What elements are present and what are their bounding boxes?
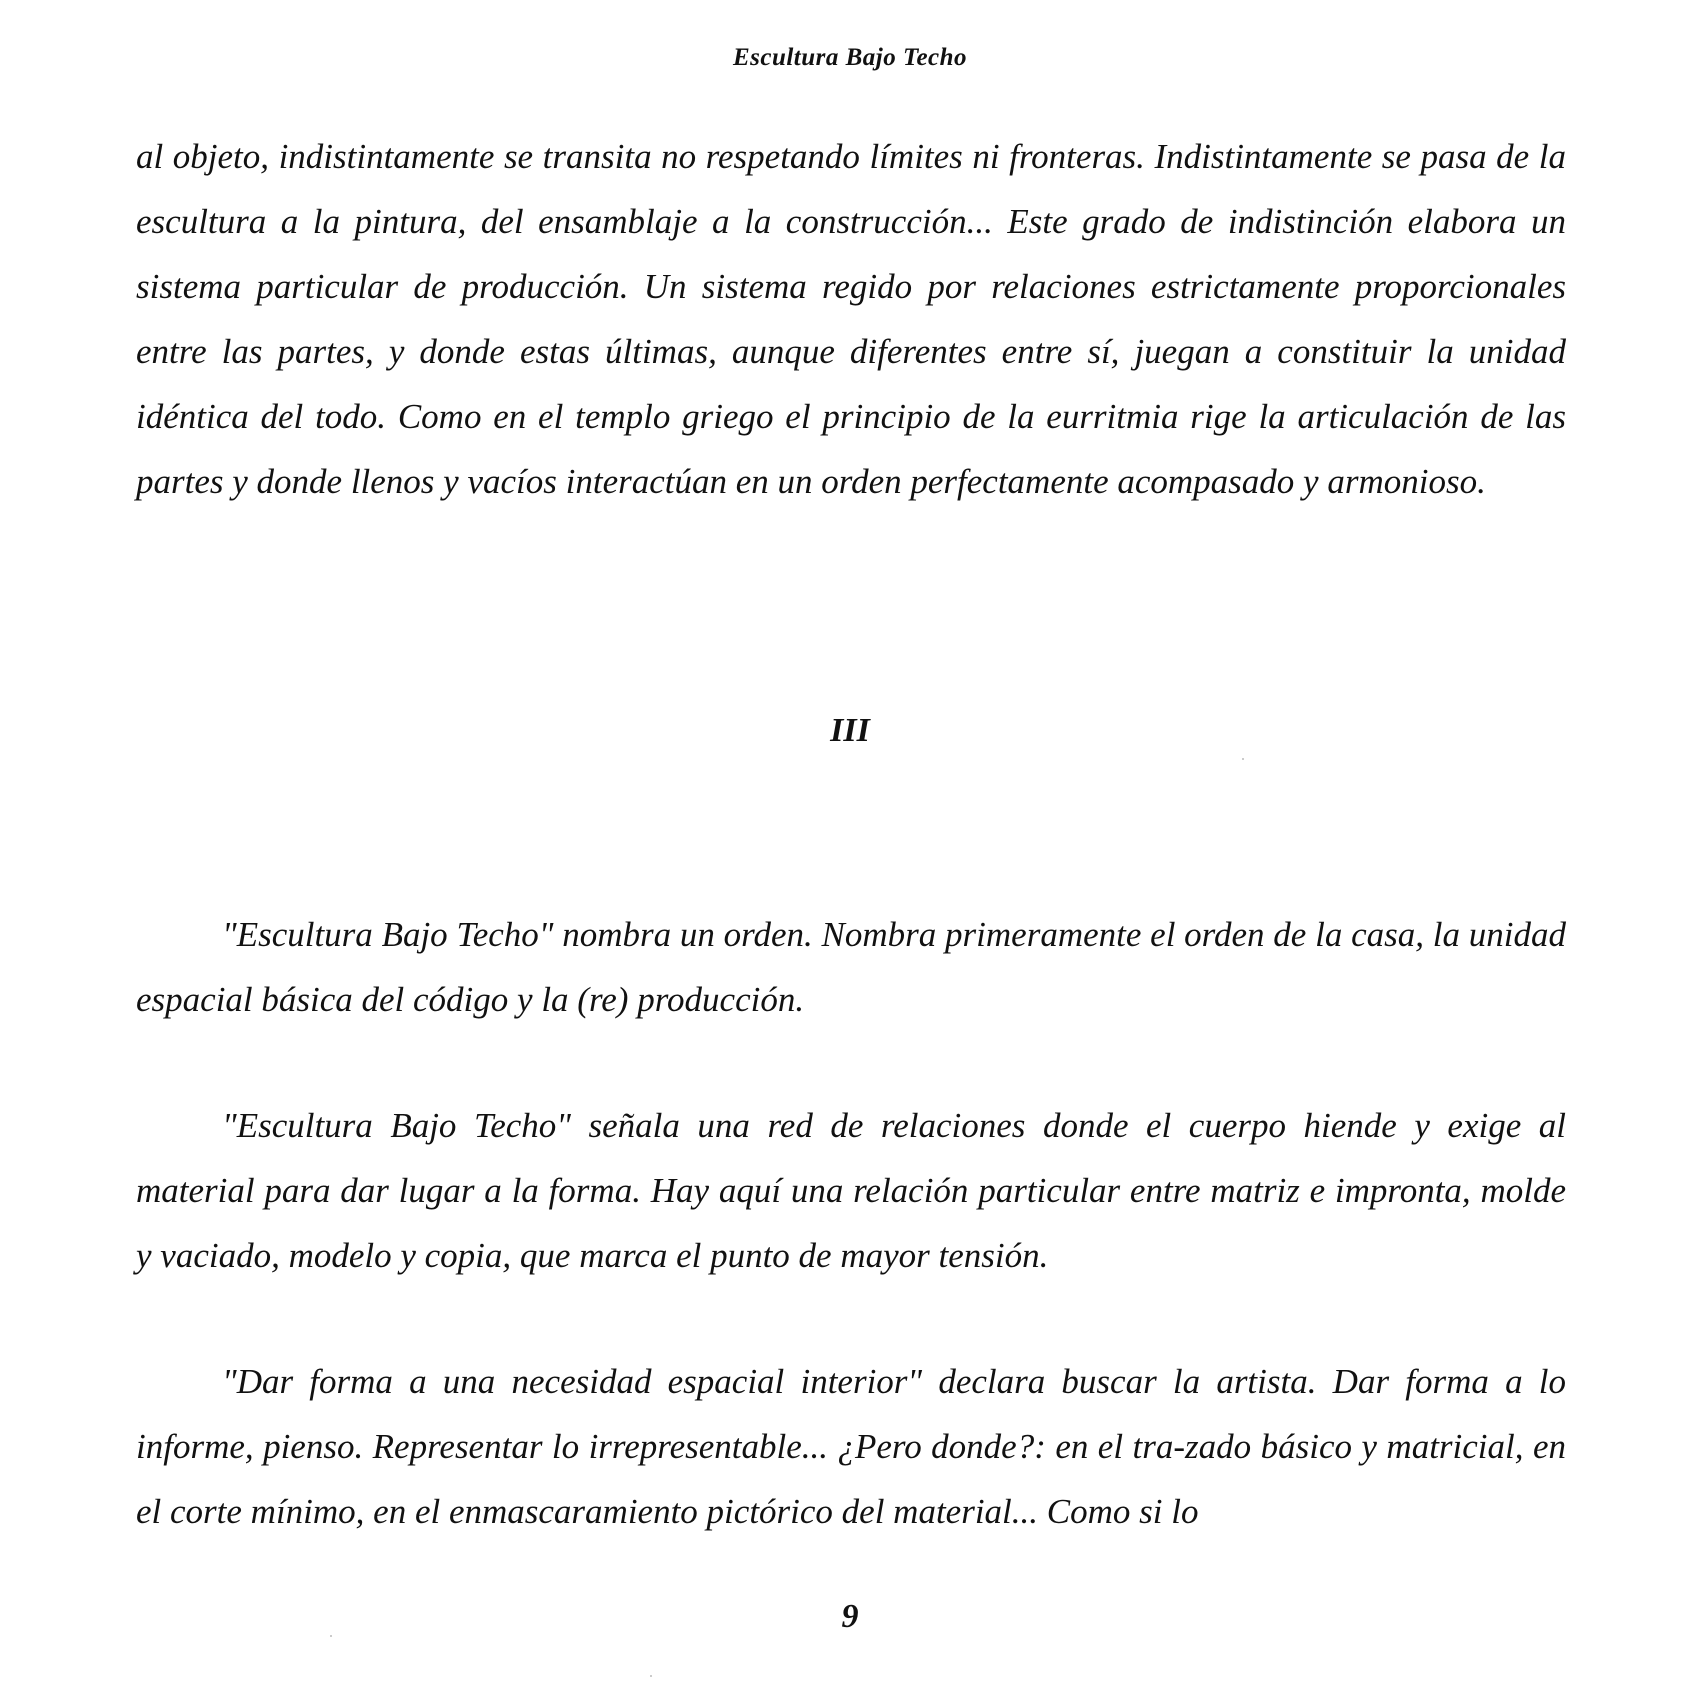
running-header: Escultura Bajo Techo bbox=[732, 44, 968, 71]
scan-speck bbox=[650, 1675, 652, 1677]
section-numeral: III bbox=[830, 712, 870, 749]
paragraph-relations: "Escultura Bajo Techo" señala una red de relaciones donde el cuerpo hiende y exige al material para dar lugar a la forma. Hay aquí una relación particular entre matriz e impronta, molde y vaciado, modelo y copia, que marca el punto de mayor tensión. bbox=[136, 1106, 1566, 1275]
paragraph-order: "Escultura Bajo Techo" nombra un orden. Nombra primeramente el orden de la casa, la unidad espacial básica del código y la (re) producción. bbox=[136, 915, 1566, 1019]
paragraph-continuation: al objeto, indistintamente se transita no respetando límites ni fronteras. Indistintamente se pasa de la escultura a la pintura, del ensamblaje a la construcción... Este grado de indistinción elabora un sistema particular de producción. Un sistema regido por relaciones estrictamente proporcionales entre las partes, y donde estas últimas, aunque diferentes entre sí, juegan a constituir la unidad idéntica del todo. Como en el templo griego el principio de la eurritmia rige la articulación de las partes y donde llenos y vacíos interactúan en un orden perfectamente acompasado y armonioso. bbox=[136, 137, 1566, 501]
paragraph-form: "Dar forma a una necesidad espacial interior" declara buscar la artista. Dar forma a lo informe, pienso. Representar lo irrepresentable... ¿Pero donde?: en el tra-zado básico y matricial, en el corte mínimo, en el enmascaramiento pictórico del material... Como si lo bbox=[136, 1362, 1566, 1531]
scan-speck bbox=[1242, 758, 1244, 760]
scan-speck bbox=[330, 1635, 332, 1637]
page-number: 9 bbox=[841, 1598, 859, 1635]
